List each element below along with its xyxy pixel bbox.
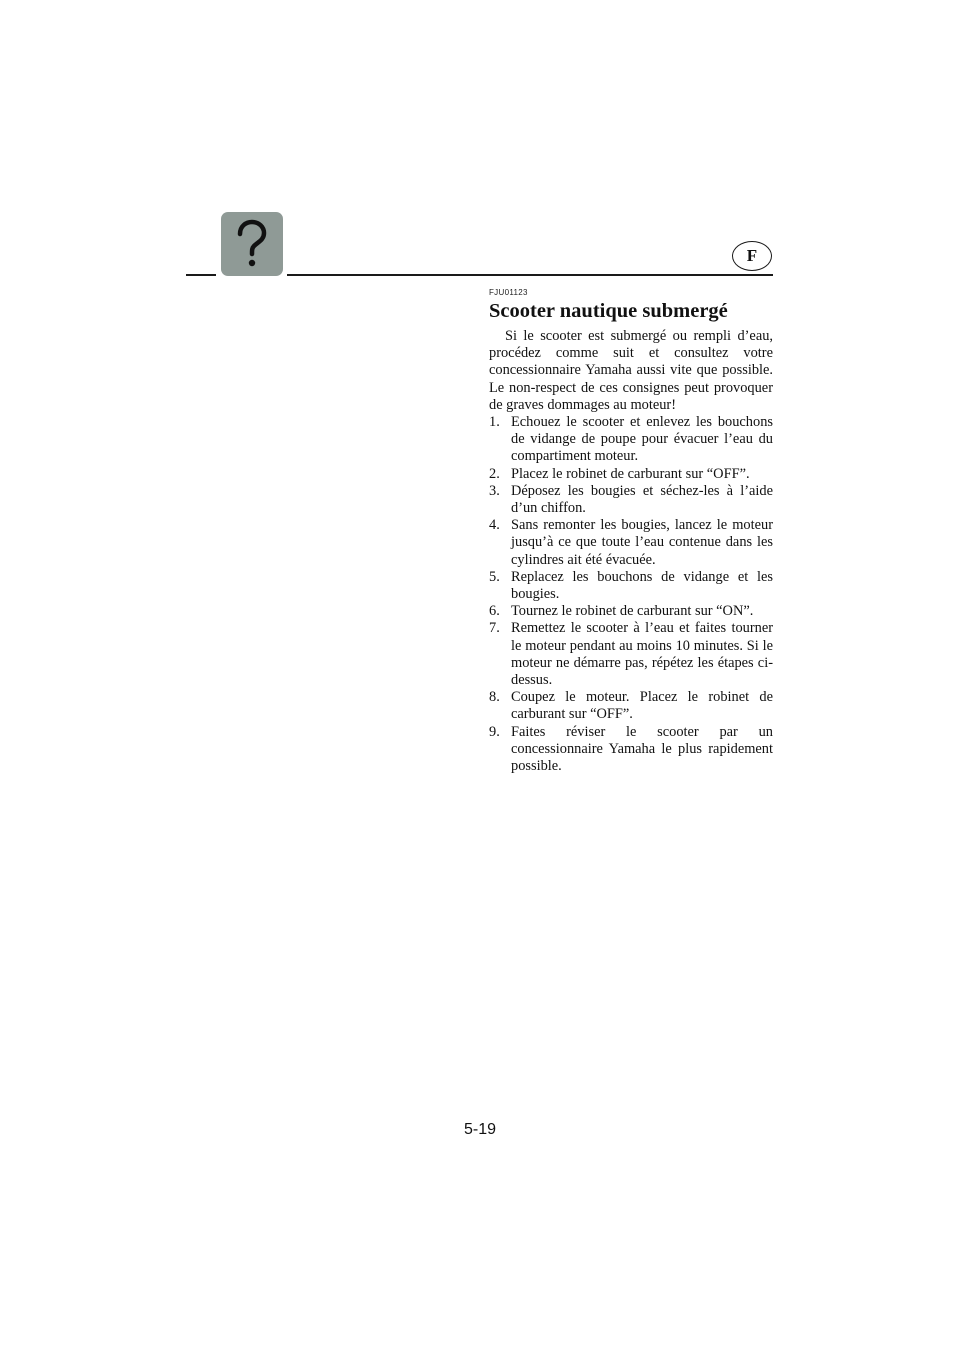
section-content [489,288,773,775]
step-item [489,483,773,517]
step-item [489,724,773,776]
step-item [489,466,773,483]
header-rule-left [186,274,216,276]
troubleshooting-badge [221,212,283,276]
step-text: Remettez le scooter à l’eau et faites tourner le moteur pendant au moins 10 minutes. Si le moteur ne démarre pas, répétez les étapes ci-dessus. [511,620,773,689]
step-number: 6. [489,603,500,620]
step-text: Déposez les bougies et séchez-les à l’aide d’un chiffon. [511,482,773,517]
step-text: Coupez le moteur. Placez le robinet de carburant sur “OFF”. [511,689,773,723]
step-item [489,414,773,466]
intro-paragraph: Si le scooter est submergé ou rempli d’eau, procédez comme suit et consultez votre concessionnaire Yamaha aussi vite que possible. Le non-respect de ces consignes peut provoquer de graves dommages au moteur! [489,328,773,413]
step-number: 7. [489,620,500,637]
page-number: 5-19 [463,1121,497,1138]
step-text: Replacez les bouchons de vidange et les bougies. [511,568,773,603]
steps-list [489,414,773,775]
step-text: Placez le robinet de carburant sur “OFF”. [511,465,750,482]
step-item [489,689,773,723]
step-number: 3. [489,482,500,499]
section-title: Scooter nautique submergé [489,300,728,322]
question-mark-icon [232,218,272,270]
step-number: 9. [489,723,500,740]
step-item [489,517,773,569]
step-item [489,603,773,620]
step-number: 8. [489,689,500,706]
step-text: Tournez le robinet de carburant sur “ON”. [511,603,754,620]
reference-code: FJU01123 [489,288,528,297]
header-rule-right [287,274,773,276]
step-number: 5. [489,568,500,585]
step-number: 1. [489,414,500,431]
step-number: 2. [489,465,500,482]
step-text: Faites réviser le scooter par un concessionnaire Yamaha le plus rapidement possible. [511,723,773,775]
step-item [489,620,773,689]
step-text: Echouez le scooter et enlevez les bouchons de vidange de poupe pour évacuer l’eau du compartiment moteur. [511,414,773,465]
language-badge: F [732,241,772,271]
step-text: Sans remonter les bougies, lancez le moteur jusqu’à ce que toute l’eau contenue dans les cylindres ait été évacuée. [511,517,773,568]
step-item [489,569,773,603]
step-number: 4. [489,517,500,534]
